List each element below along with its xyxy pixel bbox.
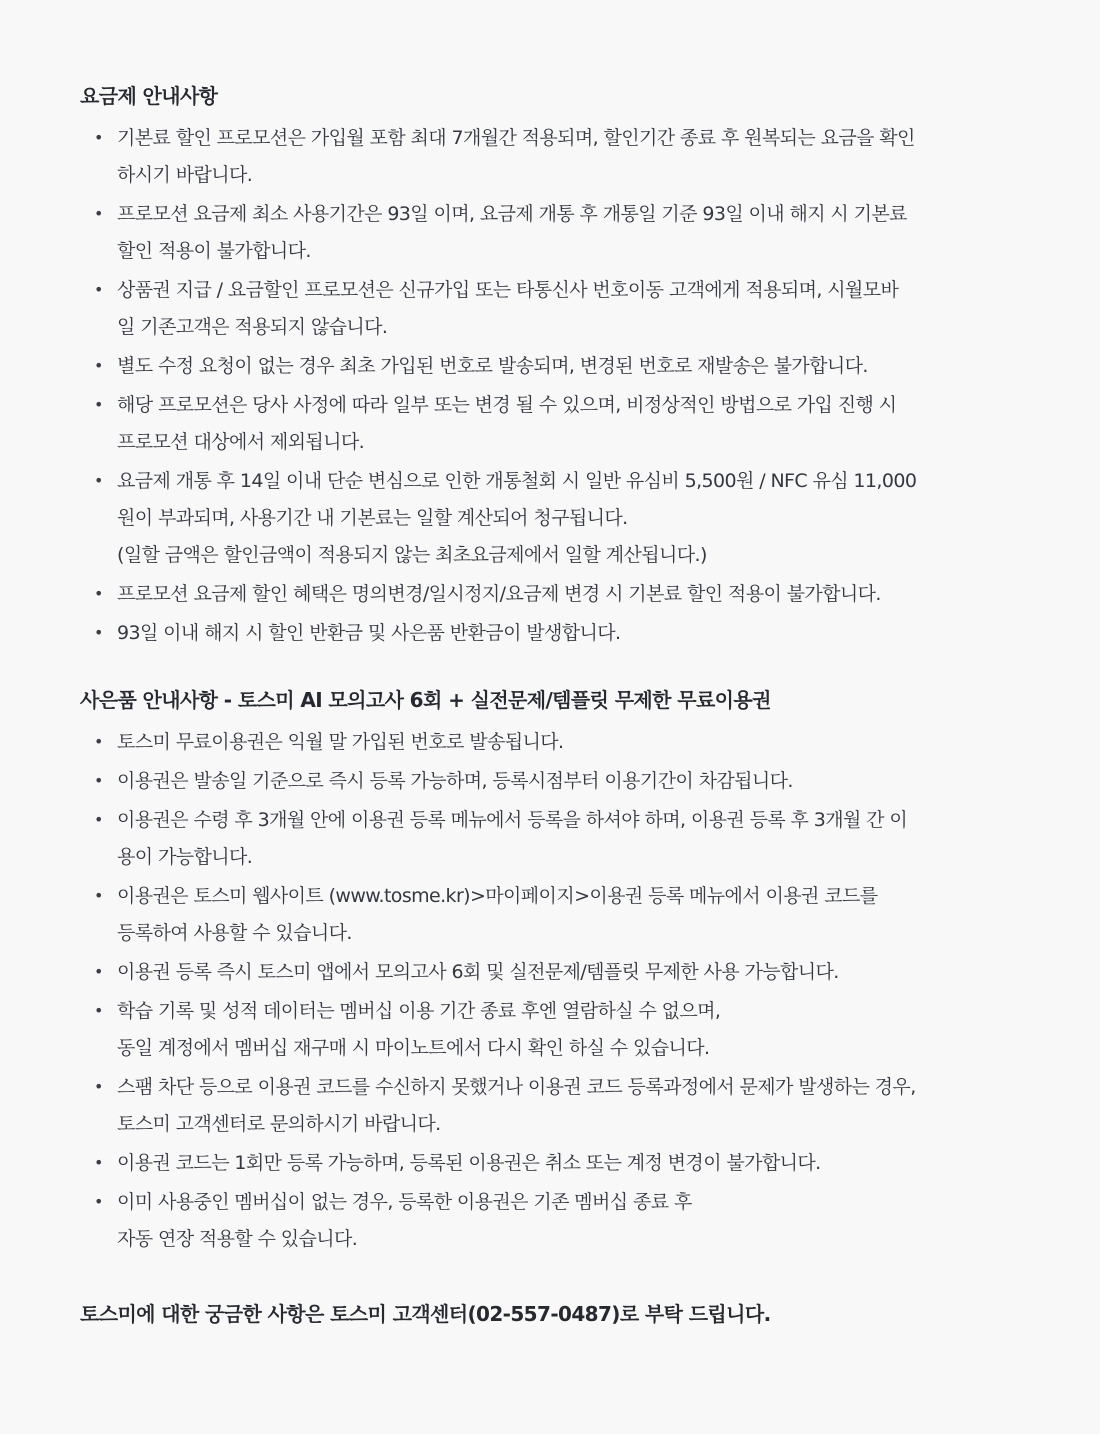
list-item [80,724,1020,761]
bullet-icon: • [94,128,104,147]
list-item-text: 토스미 고객센터로 문의하시기 바랍니다. [117,1113,441,1135]
bullet-icon: • [94,962,104,981]
list-item-text: 토스미 무료이용권은 익월 말 가입된 번호로 발송됩니다. [117,731,564,753]
list-item-text: 이용권 코드는 1회만 등록 가능하며, 등록된 이용권은 취소 또는 계정 변경이 불가합니다. [117,1152,821,1174]
list-item-text: 이용권은 발송일 기준으로 즉시 등록 가능하며, 등록시점부터 이용기간이 차감됩니다. [117,770,793,792]
bullet-icon: • [94,771,104,790]
list-item-text: (일할 금액은 할인금액이 적용되지 않는 최초요금제에서 일할 계산됩니다.) [117,544,707,566]
list-item-text: 동일 계정에서 멤버십 재구매 시 마이노트에서 다시 확인 하실 수 있습니다. [117,1037,710,1059]
list-item-text: 이용권은 수령 후 3개월 안에 이용권 등록 메뉴에서 등록을 하셔야 하며, 이용권 등록 후 3개월 간 이 [117,809,908,831]
list-item [80,196,1020,270]
list-item-text: 기본료 할인 프로모션은 가입월 포함 최대 7개월간 적용되며, 할인기간 종료 후 원복되는 요금을 확인 [117,127,915,149]
list-item [80,1145,1020,1182]
list-item-text: 프로모션 요금제 최소 사용기간은 93일 이며, 요금제 개통 후 개통일 기준 93일 이내 해지 시 기본료 [117,203,907,225]
list-item-text: 이용권 등록 즉시 토스미 앱에서 모의고사 6회 및 실전문제/템플릿 무제한 사용 가능합니다. [117,961,839,983]
bullet-icon: • [94,1077,104,1096]
bullet-icon: • [94,356,104,375]
list-item-text: 별도 수정 요청이 없는 경우 최초 가입된 번호로 발송되며, 변경된 번호로 재발송은 불가합니다. [117,355,868,377]
bullet-icon: • [94,395,104,414]
list-item [80,387,1020,461]
gift-notice-list [80,724,1020,1258]
list-item-text: 요금제 개통 후 14일 이내 단순 변심으로 인한 개통철회 시 일반 유심비 5,500원 / NFC 유심 11,000 [117,470,917,492]
list-item [80,615,1020,652]
list-item-text: 용이 가능합니다. [117,846,253,868]
list-item-text: 93일 이내 해지 시 할인 반환금 및 사은품 반환금이 발생합니다. [117,622,621,644]
list-item [80,954,1020,991]
list-item [80,763,1020,800]
list-item [80,576,1020,613]
list-item [80,1184,1020,1258]
list-item-text: 일 기존고객은 적용되지 않습니다. [117,316,388,338]
list-item-text: 이용권은 토스미 웹사이트 (www.tosme.kr)>마이페이지>이용권 등록 메뉴에서 이용권 코드를 [117,885,878,907]
list-item-text: 자동 연장 적용할 수 있습니다. [117,1228,358,1250]
bullet-icon: • [94,204,104,223]
bullet-icon: • [94,732,104,751]
plan-notice-list [80,120,1020,652]
plan-notice-title: 요금제 안내사항 [80,84,218,108]
bullet-icon: • [94,1001,104,1020]
gift-notice-section [80,686,1020,1258]
list-item [80,272,1020,346]
bullet-icon: • [94,1192,104,1211]
gift-notice-title: 사은품 안내사항 - 토스미 AI 모의고사 6회 + 실전문제/템플릿 무제한 무료이용권 [80,688,771,712]
bullet-icon: • [94,471,104,490]
list-item-text: 등록하여 사용할 수 있습니다. [117,922,352,944]
bullet-icon: • [94,623,104,642]
bullet-icon: • [94,810,104,829]
list-item-text: 학습 기록 및 성적 데이터는 멤버십 이용 기간 종료 후엔 열람하실 수 없으며, [117,1000,721,1022]
plan-notice-section [80,82,1020,652]
list-item [80,463,1020,574]
bullet-icon: • [94,280,104,299]
bullet-icon: • [94,1153,104,1172]
list-item-text: 원이 부과되며, 사용기간 내 기본료는 일할 계산되어 청구됩니다. [117,507,628,529]
customer-center-note: 토스미에 대한 궁금한 사항은 토스미 고객센터(02-557-0487)로 부탁 드립니다. [80,1302,771,1326]
list-item-text: 스팸 차단 등으로 이용권 코드를 수신하지 못했거나 이용권 코드 등록과정에서 문제가 발생하는 경우, [117,1076,916,1098]
bullet-icon: • [94,584,104,603]
bullet-icon: • [94,886,104,905]
list-item-text: 상품권 지급 / 요금할인 프로모션은 신규가입 또는 타통신사 번호이동 고객에게 적용되며, 시월모바 [117,279,899,301]
list-item [80,878,1020,952]
list-item-text: 프로모션 요금제 할인 혜택은 명의변경/일시정지/요금제 변경 시 기본료 할인 적용이 불가합니다. [117,583,881,605]
list-item [80,120,1020,194]
list-item-text: 하시기 바랍니다. [117,164,253,186]
list-item-text: 해당 프로모션은 당사 사정에 따라 일부 또는 변경 될 수 있으며, 비정상적인 방법으로 가입 진행 시 [117,394,897,416]
list-item [80,802,1020,876]
list-item [80,1069,1020,1143]
list-item [80,993,1020,1067]
list-item-text: 할인 적용이 불가합니다. [117,240,311,262]
list-item [80,348,1020,385]
list-item-text: 프로모션 대상에서 제외됩니다. [117,431,365,453]
list-item-text: 이미 사용중인 멤버십이 없는 경우, 등록한 이용권은 기존 멤버십 종료 후 [117,1191,692,1213]
